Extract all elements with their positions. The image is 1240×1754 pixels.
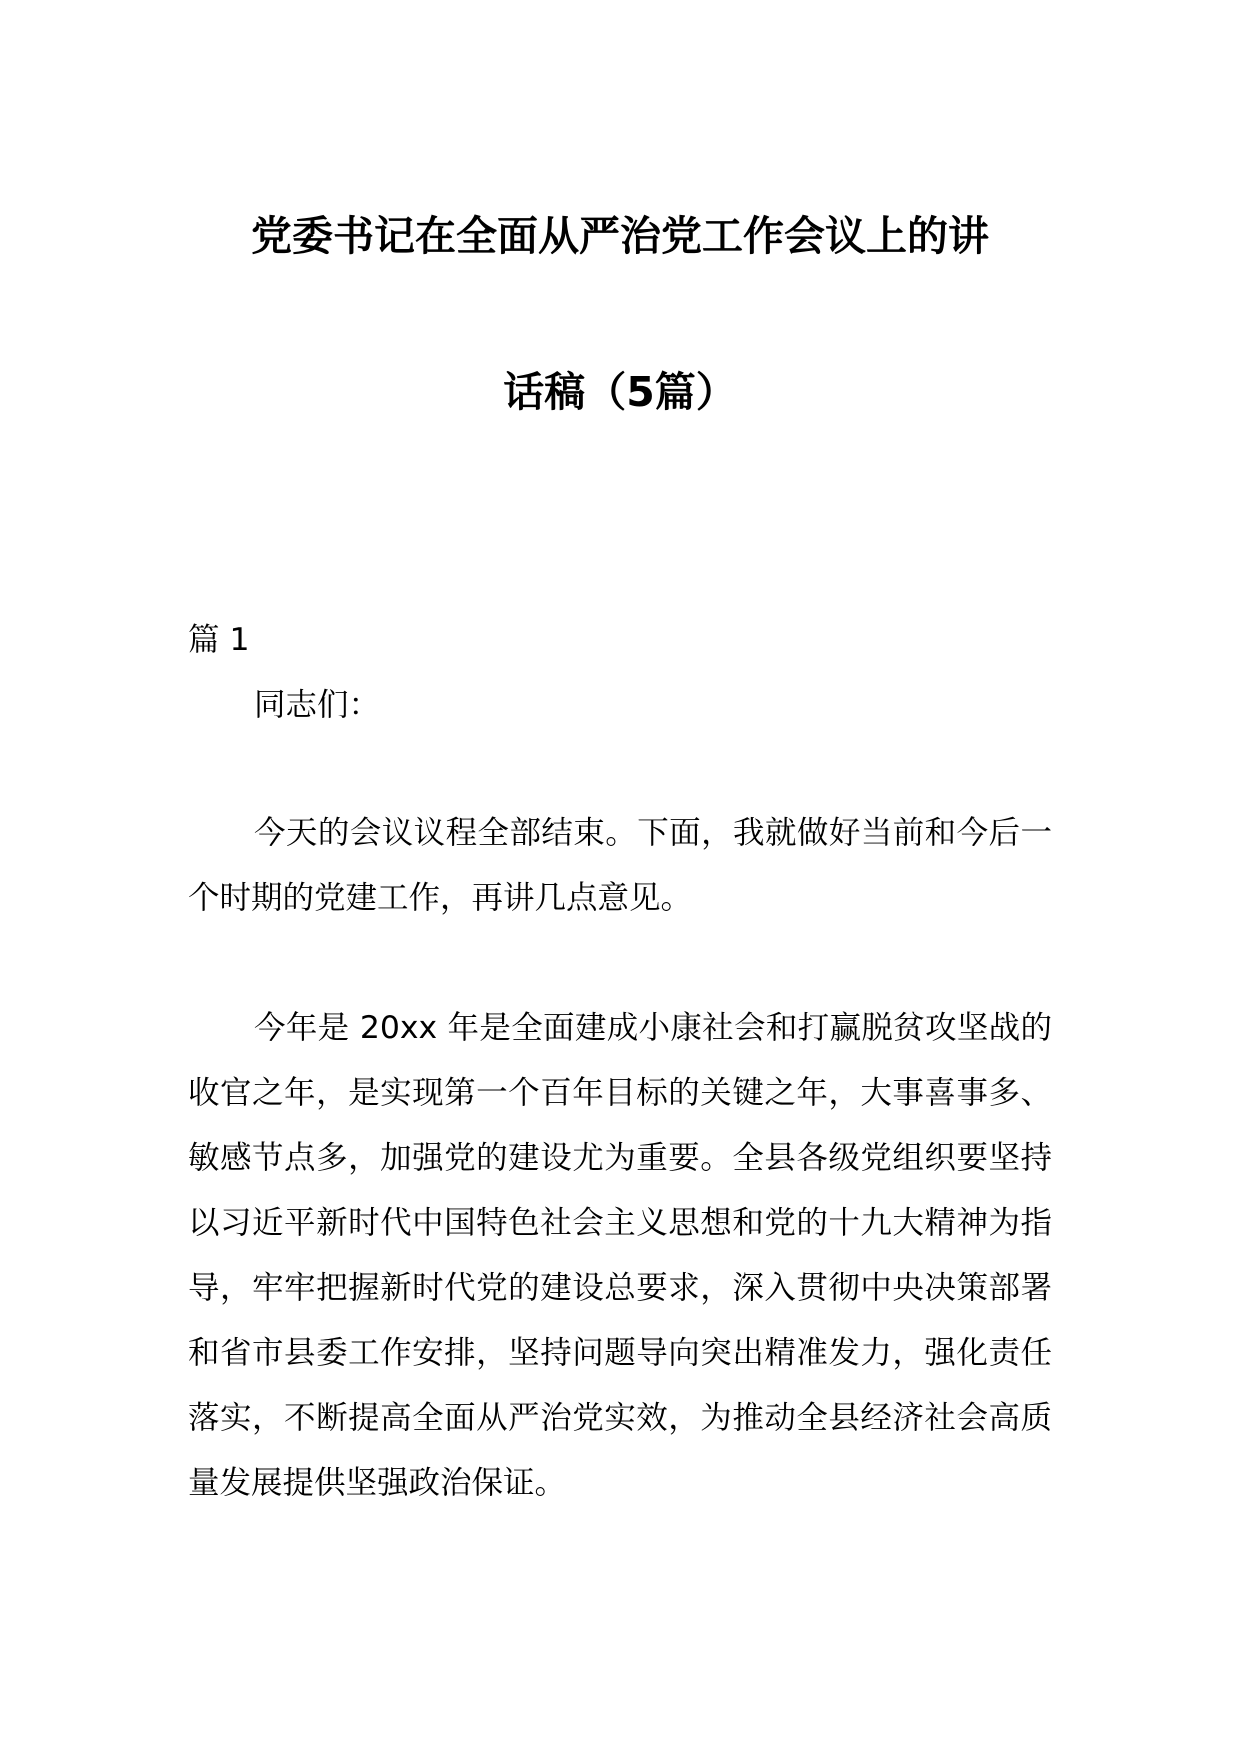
document-title-line-2: 话稿（5篇） (503, 368, 737, 416)
body-paragraph-2: 今年是 20xx 年是全面建成小康社会和打赢脱贫攻坚战的收官之年，是实现第一个百年目标的关键之年，大事喜事多、敏感节点多，加强党的建设尤为重要。全县各级党组织要坚持以习近平新时代中国特色社会主义思想和党的十九大精神为指导，牢牢把握新时代党的建设总要求，深入贯彻中央决策部署和省市县委工作安排，坚持问题导向突出精准发力，强化责任落实，不断提高全面从严治党实效，为推动全县经济社会高质量发展提供坚强政治保证。 (188, 1010, 1052, 1501)
document-title-line-1: 党委书记在全面从严治党工作会议上的讲 (251, 212, 989, 260)
salutation: 同志们： (254, 687, 381, 723)
body-paragraph-1: 今天的会议议程全部结束。下面，我就做好当前和今后一个时期的党建工作，再讲几点意见。 (188, 815, 1052, 916)
section-label: 篇 1 (188, 622, 250, 658)
